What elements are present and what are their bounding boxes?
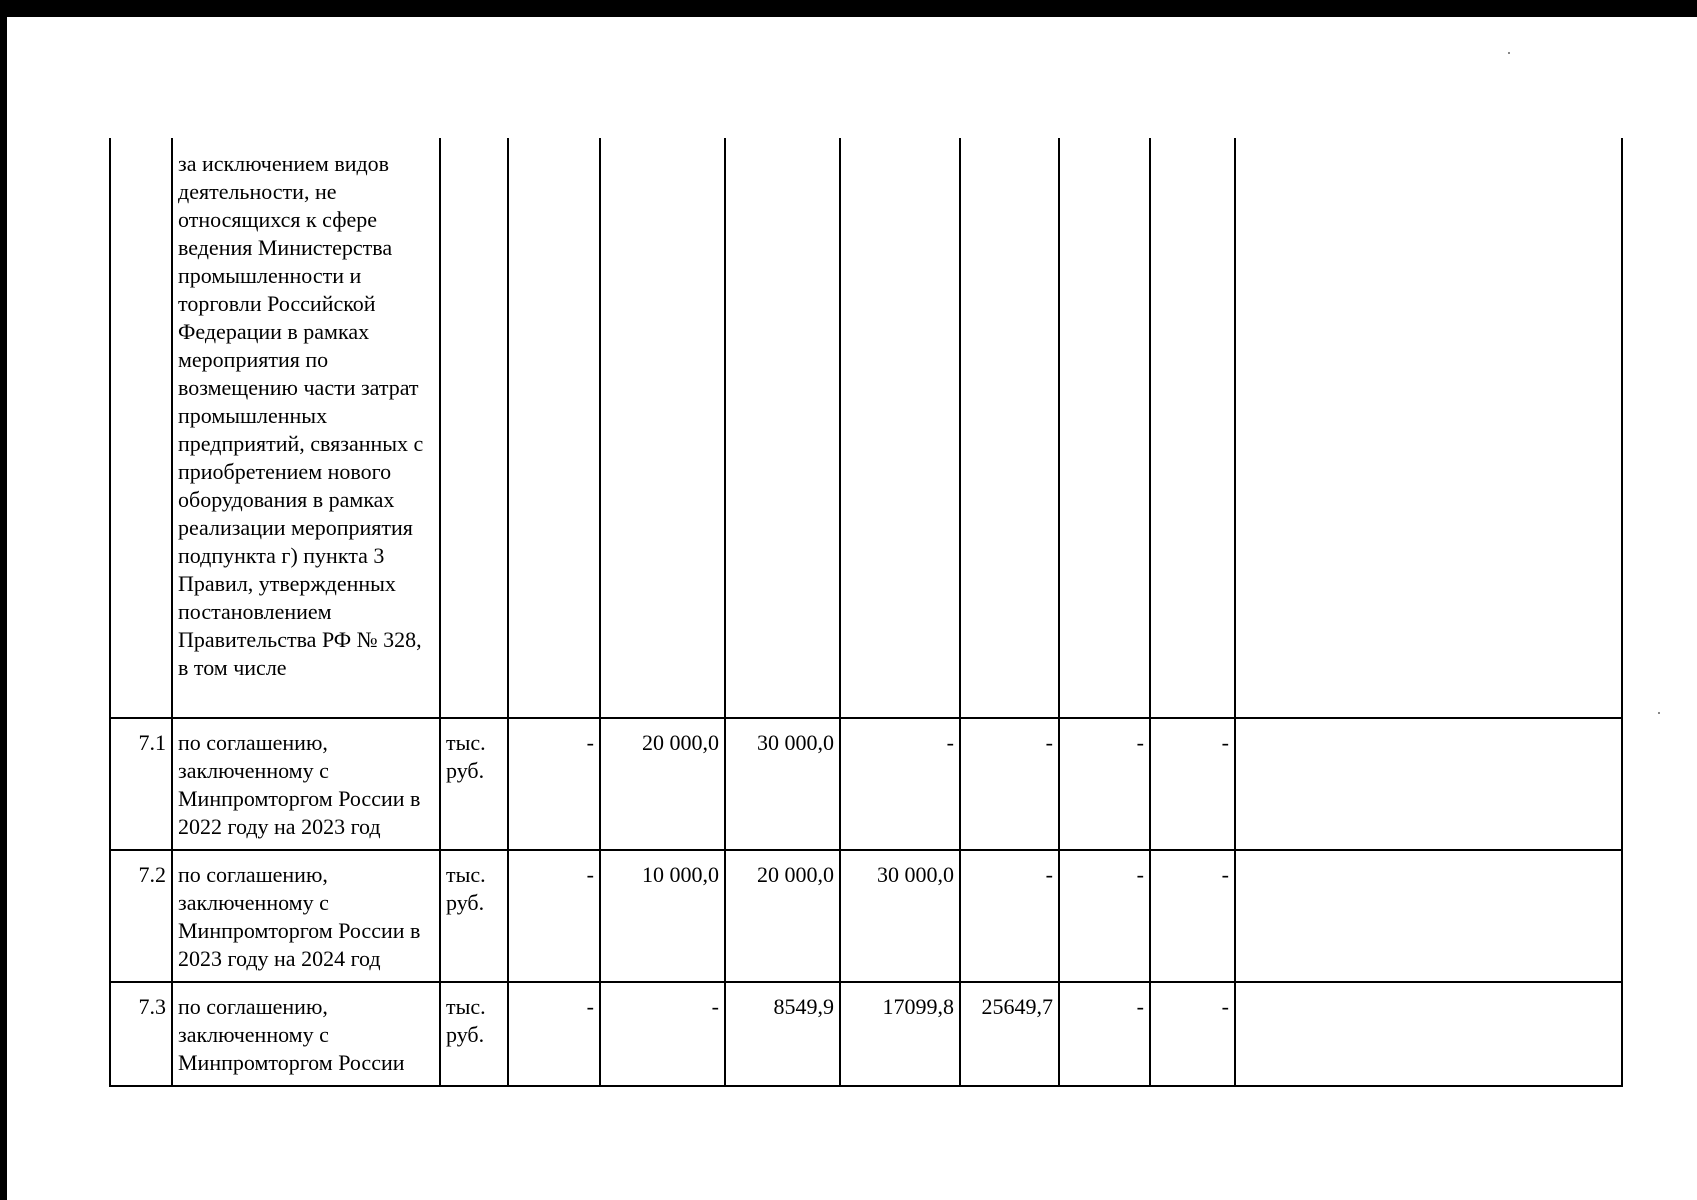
value-cell: 20 000,0 bbox=[725, 850, 840, 982]
row-number-cell: 7.3 bbox=[110, 982, 172, 1086]
value-cell: 30 000,0 bbox=[725, 718, 840, 850]
note-cell bbox=[1235, 138, 1622, 718]
unit-cell bbox=[440, 138, 508, 718]
budget-table bbox=[109, 138, 1623, 1087]
unit-cell: тыс. руб. bbox=[440, 982, 508, 1086]
row-number-cell bbox=[110, 138, 172, 718]
value-cell: - bbox=[1059, 982, 1150, 1086]
unit-cell: тыс. руб. bbox=[440, 718, 508, 850]
value-cell bbox=[1059, 138, 1150, 718]
value-cell: 25649,7 bbox=[960, 982, 1059, 1086]
value-cell bbox=[600, 138, 725, 718]
unit-cell: тыс. руб. bbox=[440, 850, 508, 982]
row-number-cell: 7.1 bbox=[110, 718, 172, 850]
scan-left-border bbox=[0, 0, 7, 1200]
value-cell: - bbox=[600, 982, 725, 1086]
value-cell: - bbox=[960, 850, 1059, 982]
description-cell: по соглашению, заключенному с Минпромторгом России в 2023 году на 2024 год bbox=[172, 850, 440, 982]
table-row-continuation bbox=[110, 138, 1622, 718]
description-cell: за исключением видов деятельности, не относящихся к сфере ведения Министерства промышленности и торговли Российской Федерации в рамках мероприятия по возмещению части затрат промышленных предприятий, связанных с приобретением нового оборудования в рамках реализации мероприятия подпункта г) пункта 3 Правил, утвержденных постановлением Правительства РФ № 328, в том числе bbox=[172, 138, 440, 718]
table-row bbox=[110, 718, 1622, 850]
value-cell bbox=[1150, 138, 1235, 718]
value-cell bbox=[508, 138, 600, 718]
table-row bbox=[110, 850, 1622, 982]
value-cell: - bbox=[1150, 718, 1235, 850]
description-cell: по соглашению, заключенному с Минпромторгом России в 2022 году на 2023 год bbox=[172, 718, 440, 850]
value-cell bbox=[725, 138, 840, 718]
table-row bbox=[110, 982, 1622, 1086]
value-cell: 10 000,0 bbox=[600, 850, 725, 982]
value-cell bbox=[840, 138, 960, 718]
scan-top-border bbox=[0, 0, 1697, 17]
value-cell: - bbox=[508, 850, 600, 982]
scan-speck bbox=[1658, 712, 1660, 714]
value-cell: - bbox=[1150, 850, 1235, 982]
value-cell: - bbox=[1059, 850, 1150, 982]
note-cell bbox=[1235, 982, 1622, 1086]
value-cell: - bbox=[508, 982, 600, 1086]
value-cell: 8549,9 bbox=[725, 982, 840, 1086]
note-cell bbox=[1235, 718, 1622, 850]
value-cell: - bbox=[508, 718, 600, 850]
value-cell: 17099,8 bbox=[840, 982, 960, 1086]
value-cell: 20 000,0 bbox=[600, 718, 725, 850]
scan-speck bbox=[1508, 52, 1510, 54]
value-cell bbox=[960, 138, 1059, 718]
value-cell: - bbox=[1059, 718, 1150, 850]
value-cell: - bbox=[840, 718, 960, 850]
value-cell: - bbox=[960, 718, 1059, 850]
value-cell: 30 000,0 bbox=[840, 850, 960, 982]
note-cell bbox=[1235, 850, 1622, 982]
row-number-cell: 7.2 bbox=[110, 850, 172, 982]
value-cell: - bbox=[1150, 982, 1235, 1086]
description-cell: по соглашению, заключенному с Минпромторгом России bbox=[172, 982, 440, 1086]
